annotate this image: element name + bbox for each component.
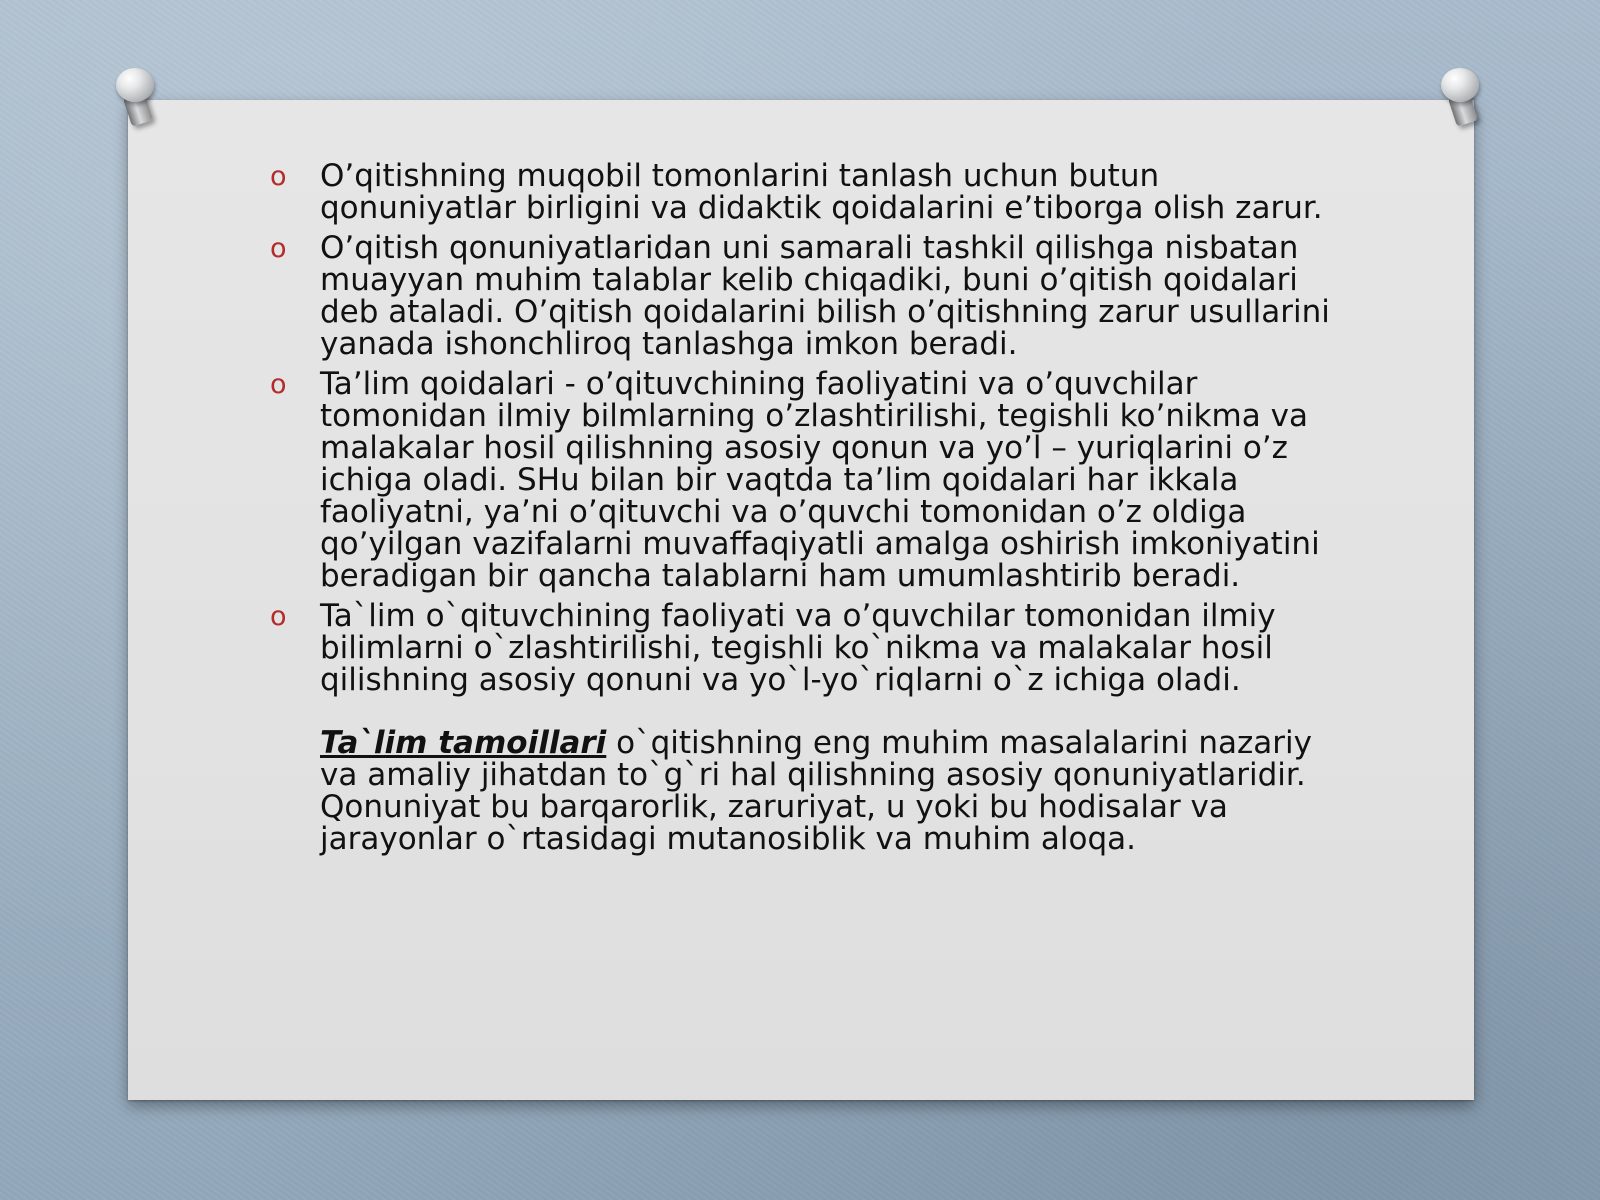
bullet-marker-icon: o xyxy=(270,233,287,264)
bullet-text: O’qitishning muqobil tomonlarini tanlash uchun butun qonuniyatlar birligini va didaktik qoidalarini e’tiborga olish zarur. xyxy=(320,158,1323,226)
pushpin-left-icon xyxy=(112,68,162,130)
bullet-marker-icon: o xyxy=(270,161,287,192)
bullet-marker-icon: o xyxy=(270,601,287,632)
bullet-item xyxy=(270,600,1330,696)
bullet-text: O’qitish qonuniyatlaridan uni samarali tashkil qilishga nisbatan muayyan muhim talablar kelib chiqadiki, buni o’qitish qoidalari deb ataladi. O’qitish qoidalarini bilish o’qitishning zarur usullarini yanada ishonchliroq tanlashga imkon beradi. xyxy=(320,230,1330,362)
pushpin-right-icon xyxy=(1437,68,1487,130)
bullet-item xyxy=(270,368,1330,592)
bullet-marker-icon: o xyxy=(270,369,287,400)
bullet-item xyxy=(270,160,1330,224)
definition-term: Ta`lim tamoillari xyxy=(320,725,607,761)
bullet-text: Ta`lim o`qituvchining faoliyati va o’quvchilar tomonidan ilmiy bilimlarni o`zlashtirilishi, tegishli ko`nikma va malakalar hosil qilishning asosiy qonuni va yo`l-yo`riqlarni o`z ichiga oladi. xyxy=(320,598,1276,698)
definition-paragraph xyxy=(270,727,1330,855)
definition-text: o`qitishning eng muhim masalalarini nazariy va amaliy jihatdan to`g`ri hal qilishning asosiy qonuniyatlaridir. Qonuniyat bu barqarorlik, zaruriyat, u yoki bu hodisalar va jarayonlar o`rtasidagi mutanosiblik va muhim aloqa. xyxy=(320,725,1312,857)
bullet-item xyxy=(270,232,1330,360)
slide-content xyxy=(270,160,1330,855)
bullet-text: Ta’lim qoidalari - o’qituvchining faoliyatini va o’quvchilar tomonidan ilmiy bilmlarning o’zlashtirilishi, tegishli ko’nikma va malakalar hosil qilishning asosiy qonun va yo’l – yuriqlarini o’z ichiga oladi. SHu bilan bir vaqtda ta’lim qoidalari har ikkala faoliyatni, ya’ni o’qituvchi va o’quvchi tomonidan o’z oldiga qo’yilgan vazifalarni muvaffaqiyatli amalga oshirish imkoniyatini beradigan bir qancha talablarni ham umumlashtirib beradi. xyxy=(320,366,1320,594)
